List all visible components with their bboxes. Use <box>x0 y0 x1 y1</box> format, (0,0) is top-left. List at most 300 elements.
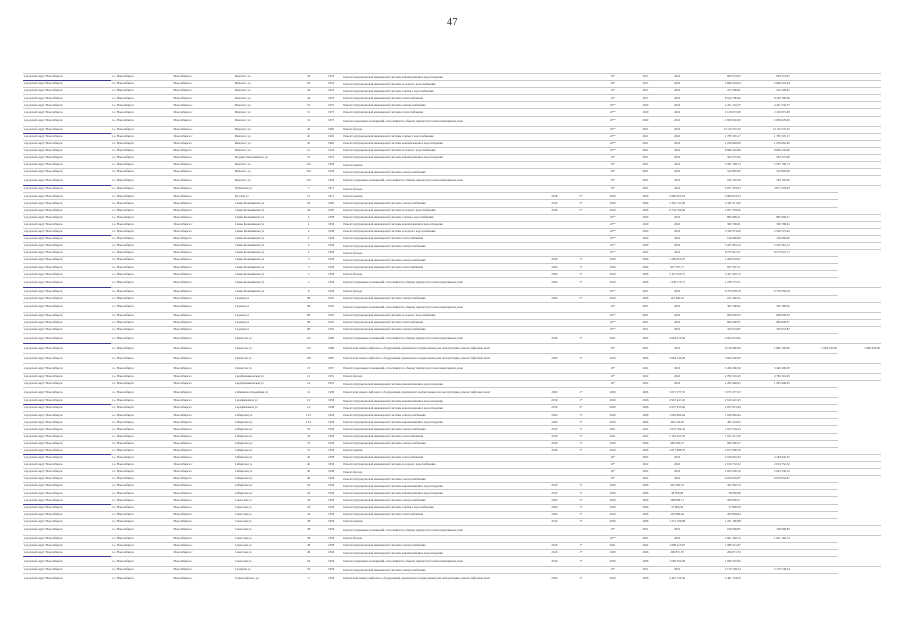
cell-cost-stage-1: 2 637 613,40 <box>692 405 741 412</box>
cell-house-number: 45 <box>297 140 320 147</box>
cell-city: Новосибирск г <box>172 257 233 264</box>
cell-municipality: городской округ Новосибирск <box>23 419 111 426</box>
cell-cost-stage-3 <box>791 193 838 200</box>
cell-cost-stage-2 <box>742 511 791 518</box>
cell-cost-total: 422 382,74 <box>662 483 693 490</box>
cell-work-type: Ремонт внутридомовой инженерной системы теплоснабжения <box>342 433 543 440</box>
cell-cost-stage-2: 2 581 706,73 <box>742 162 791 169</box>
cell-priority <box>566 176 597 186</box>
cell-plan-year <box>543 126 566 133</box>
cell-city: Новосибирск г <box>172 154 233 161</box>
cell-built-year: 1980 <box>320 333 343 343</box>
cell-start-year: 10** <box>596 140 629 147</box>
cell-district: г.о. Новосибирск <box>111 567 172 574</box>
cell-work-type: Ремонт внутридомовой инженерной системы электроснабжения <box>342 542 543 549</box>
cell-district: г.о. Новосибирск <box>111 200 172 207</box>
cell-work-type: Ремонт или замена лифтового оборудования, признанного непригодным для эксплуатации, ремонт лифтовых шахт <box>342 343 543 353</box>
cell-district: г.о. Новосибирск <box>111 264 172 271</box>
cell-work-type: Ремонт внутридомовой инженерной системы холодного водоснабжения <box>342 207 543 214</box>
cell-street: Советская ул <box>234 497 297 504</box>
cell-end-year: 2022 <box>629 381 662 388</box>
cell-plan-year <box>543 476 566 483</box>
table-row <box>23 264 881 271</box>
cell-municipality: городской округ Новосибирск <box>23 549 111 556</box>
cell-plan-year <box>543 302 566 312</box>
cell-built-year: 1987 <box>320 353 343 363</box>
cell-end-year: 2020 <box>629 109 662 116</box>
cell-city: Новосибирск г <box>172 504 233 511</box>
cell-street: Саввы Кожевникова ул <box>234 200 297 207</box>
cell-house-number: 40 <box>297 469 320 476</box>
cell-house-number: 37 <box>297 447 320 454</box>
cell-plan-year <box>543 95 566 102</box>
cell-city: Новосибирск г <box>172 518 233 525</box>
cell-house-number: 13/1 <box>297 419 320 426</box>
cell-cost-total: 1 191 021,50 <box>662 433 693 440</box>
cell-work-type: Ремонт внутридомовой инженерной системы канализования и водоотведения <box>342 140 543 147</box>
cell-built-year: 1958 <box>320 257 343 264</box>
cell-house-number: 26 <box>297 81 320 88</box>
cell-house-number: 4 <box>297 228 320 235</box>
cell-cost-stage-4 <box>838 147 881 154</box>
table-row <box>23 483 881 490</box>
cell-cost-stage-3 <box>791 557 838 567</box>
cell-built-year: 1958 <box>320 278 343 288</box>
cell-cost-total: 1 299 652,97 <box>662 257 693 264</box>
cell-cost-stage-1: 37 800,56 <box>692 504 741 511</box>
cell-street: Садовая ул <box>234 326 297 333</box>
cell-street: Саввы Кожевникова ул <box>234 271 297 278</box>
cell-house-number: 51 <box>297 147 320 154</box>
cell-built-year: 1958 <box>320 511 343 518</box>
cell-district: г.о. Новосибирск <box>111 433 172 440</box>
cell-cost-stage-2 <box>742 193 791 200</box>
cell-house-number: 13 <box>297 363 320 373</box>
table-row <box>23 497 881 504</box>
cell-plan-year <box>543 154 566 161</box>
cell-house-number: 42 <box>297 490 320 497</box>
cell-work-type: Ремонт подвальных помещений, относящихся к общему имуществу в многоквартирном доме <box>342 116 543 126</box>
table-row <box>23 426 881 433</box>
cell-plan-year: 2019 <box>543 257 566 264</box>
cell-built-year: 1958 <box>320 476 343 483</box>
cell-cost-total: 2022 <box>662 147 693 154</box>
table-row <box>23 207 881 214</box>
cell-cost-stage-4 <box>838 242 881 249</box>
cell-district: г.о. Новосибирск <box>111 440 172 447</box>
cell-start-year: 10** <box>596 242 629 249</box>
cell-priority <box>566 288 597 295</box>
cell-street: Саввы Кожевникова ул <box>234 235 297 242</box>
cell-built-year: 1958 <box>320 497 343 504</box>
cell-end-year: 2021 <box>629 525 662 535</box>
cell-end-year: 2026 <box>629 440 662 447</box>
cell-street: Сибирская ул <box>234 469 297 476</box>
cell-cost-total: 6 734 794,00 <box>662 207 693 214</box>
table-row <box>23 343 881 353</box>
cell-cost-stage-1: 1 089 215,67 <box>692 542 741 549</box>
table-row <box>23 461 881 468</box>
table-row <box>23 557 881 567</box>
cell-cost-stage-3 <box>791 483 838 490</box>
cell-house-number: 34 <box>297 504 320 511</box>
cell-cost-stage-2: 252 590,81 <box>742 88 791 95</box>
cell-plan-year: 2020 <box>543 574 566 584</box>
cell-work-type: Ремонт внутридомовой инженерной системы электроснабжения <box>342 257 543 264</box>
cell-cost-stage-1: 191 400,25 <box>692 295 741 302</box>
cell-municipality: городской округ Новосибирск <box>23 288 111 295</box>
cell-cost-stage-1: 608 658,35 <box>692 312 741 319</box>
cell-house-number: 34 <box>297 497 320 504</box>
cell-house-number: 26 <box>297 88 320 95</box>
table-row <box>23 381 881 388</box>
cell-end-year: 2021 <box>629 154 662 161</box>
cell-end-year: 2021 <box>629 140 662 147</box>
cell-municipality: городской округ Новосибирск <box>23 200 111 207</box>
cell-start-year: 10** <box>596 235 629 242</box>
cell-cost-stage-1: 4 871 479,03 <box>692 186 741 193</box>
cell-plan-year <box>543 88 566 95</box>
cell-cost-stage-2 <box>742 504 791 511</box>
table-row <box>23 169 881 176</box>
cell-cost-stage-1: 2 184 945,35 <box>692 454 741 461</box>
cell-city: Новосибирск г <box>172 109 233 116</box>
cell-priority <box>566 381 597 388</box>
cell-end-year: 2020 <box>629 214 662 221</box>
cell-cost-stage-4 <box>838 88 881 95</box>
cell-district: г.о. Новосибирск <box>111 542 172 549</box>
cell-cost-stage-2: 1 896 100,00 <box>742 343 791 353</box>
cell-district: г.о. Новосибирск <box>111 419 172 426</box>
cell-cost-stage-3 <box>791 271 838 278</box>
cell-municipality: городской округ Новосибирск <box>23 312 111 319</box>
cell-work-type: Ремонт фасада <box>342 535 543 542</box>
table-row <box>23 419 881 426</box>
cell-start-year: 2020 <box>596 271 629 278</box>
cell-city: Новосибирск г <box>172 373 233 380</box>
cell-end-year: 2020 <box>629 228 662 235</box>
cell-priority: 1* <box>566 490 597 497</box>
cell-street: Связистов ул <box>234 333 297 343</box>
cell-cost-stage-3 <box>791 228 838 235</box>
cell-district: г.о. Новосибирск <box>111 483 172 490</box>
cell-municipality: городской округ Новосибирск <box>23 373 111 380</box>
cell-cost-stage-3 <box>791 88 838 95</box>
cell-cost-total: 2022 <box>662 176 693 186</box>
table-row <box>23 518 881 525</box>
cell-work-type: Ремонт внутридомовой инженерной системы канализования и водоотведения <box>342 405 543 412</box>
cell-district: г.о. Новосибирск <box>111 447 172 454</box>
cell-district: г.о. Новосибирск <box>111 490 172 497</box>
cell-cost-stage-1: 252 590,81 <box>692 88 741 95</box>
table-row <box>23 433 881 440</box>
cell-cost-stage-1: 694 553,05 <box>692 74 741 81</box>
cell-work-type: Ремонт внутридомовой инженерной системы теплоснабжения <box>342 109 543 116</box>
cell-house-number: 45 <box>297 126 320 133</box>
cell-start-year: 10* <box>596 169 629 176</box>
cell-street: Советская ул <box>234 549 297 556</box>
cell-district: г.о. Новосибирск <box>111 186 172 193</box>
cell-cost-stage-3 <box>791 302 838 312</box>
cell-city: Новосибирск г <box>172 302 233 312</box>
cell-plan-year <box>543 109 566 116</box>
cell-city: Новосибирск г <box>172 242 233 249</box>
cell-cost-stage-4 <box>838 454 881 461</box>
cell-plan-year: 2020 <box>543 511 566 518</box>
cell-cost-stage-1: 885 999,21 <box>692 214 741 221</box>
cell-cost-stage-3 <box>791 381 838 388</box>
cell-street: Садовая ул <box>234 295 297 302</box>
table-row <box>23 454 881 461</box>
cell-street: Рубиновая ул <box>234 186 297 193</box>
cell-cost-stage-1: 9 750 658,18 <box>692 288 741 295</box>
cell-priority: 1* <box>566 557 597 567</box>
cell-cost-stage-1: 4 782 316,29 <box>692 373 741 380</box>
cell-municipality: городской округ Новосибирск <box>23 518 111 525</box>
cell-cost-total: 37 800,56 <box>662 504 693 511</box>
cell-cost-stage-2 <box>742 574 791 584</box>
cell-street: Римского ул <box>234 169 297 176</box>
cell-district: г.о. Новосибирск <box>111 242 172 249</box>
cell-built-year: 1958 <box>320 412 343 419</box>
cell-district: г.о. Новосибирск <box>111 549 172 556</box>
cell-priority: 1* <box>566 419 597 426</box>
cell-end-year: 2021 <box>629 302 662 312</box>
cell-municipality: городской округ Новосибирск <box>23 169 111 176</box>
cell-cost-stage-3 <box>791 440 838 447</box>
cell-priority: 1* <box>566 412 597 419</box>
table-row <box>23 333 881 343</box>
cell-end-year: 2026 <box>629 490 662 497</box>
cell-cost-stage-3 <box>791 312 838 319</box>
cell-street: Сибирская ул <box>234 483 297 490</box>
cell-street: Саввы Кожевникова ул <box>234 288 297 295</box>
cell-priority: 1* <box>566 426 597 433</box>
table-row <box>23 228 881 235</box>
cell-municipality: городской округ Новосибирск <box>23 440 111 447</box>
cell-plan-year <box>543 235 566 242</box>
cell-cost-stage-1: 3 664 520,00 <box>692 353 741 363</box>
cell-cost-stage-2 <box>742 257 791 264</box>
cell-end-year: 2021 <box>629 567 662 574</box>
cell-cost-stage-2 <box>742 353 791 363</box>
cell-built-year: 1955 <box>320 295 343 302</box>
cell-municipality: городской округ Новосибирск <box>23 388 111 398</box>
cell-cost-stage-4 <box>838 363 881 373</box>
cell-built-year: 1958 <box>320 542 343 549</box>
cell-cost-stage-3 <box>791 542 838 549</box>
cell-city: Новосибирск г <box>172 353 233 363</box>
cell-cost-stage-1: 1 785 505,17 <box>692 133 741 140</box>
cell-cost-stage-1: 1 191 021,50 <box>692 433 741 440</box>
cell-start-year: 10** <box>596 116 629 126</box>
table-row <box>23 147 881 154</box>
cell-priority <box>566 154 597 161</box>
cell-work-type: Ремонт подвальных помещений, относящихся к общему имуществу в многоквартирном доме <box>342 333 543 343</box>
cell-cost-stage-3 <box>791 81 838 88</box>
cell-cost-stage-3 <box>791 426 838 433</box>
cell-priority <box>566 95 597 102</box>
cell-built-year: 1958 <box>320 250 343 257</box>
cell-municipality: городской округ Новосибирск <box>23 490 111 497</box>
capital-repair-table <box>23 73 881 583</box>
cell-work-type: Ремонт внутридомовой инженерной системы электроснабжения <box>342 440 543 447</box>
cell-built-year: 1958 <box>320 433 343 440</box>
cell-cost-stage-2: 13 116 537,45 <box>742 126 791 133</box>
cell-start-year: 2021 <box>596 542 629 549</box>
cell-work-type: Ремонт крыши <box>342 162 543 169</box>
cell-municipality: городской округ Новосибирск <box>23 126 111 133</box>
cell-start-year: 2020 <box>596 200 629 207</box>
cell-priority <box>566 214 597 221</box>
cell-start-year: 10** <box>596 326 629 333</box>
cell-priority <box>566 221 597 228</box>
cell-end-year: 2026 <box>629 504 662 511</box>
cell-district: г.о. Новосибирск <box>111 81 172 88</box>
cell-built-year: 1958 <box>320 567 343 574</box>
cell-cost-stage-2: 305 160,92 <box>742 302 791 312</box>
cell-built-year: 1958 <box>320 169 343 176</box>
cell-start-year: 10* <box>596 176 629 186</box>
cell-work-type: Ремонт внутридомовой инженерной системы электроснабжения <box>342 412 543 419</box>
cell-built-year: 1958 <box>320 419 343 426</box>
table-row <box>23 326 881 333</box>
cell-district: г.о. Новосибирск <box>111 176 172 186</box>
cell-cost-stage-3 <box>791 419 838 426</box>
cell-cost-total: 2022 <box>662 140 693 147</box>
cell-cost-stage-2: 4 782 316,29 <box>742 373 791 380</box>
cell-end-year: 2021 <box>629 162 662 169</box>
cell-house-number: 12 <box>297 381 320 388</box>
cell-house-number: 5 <box>297 257 320 264</box>
cell-cost-stage-2: 2 669 222,04 <box>742 81 791 88</box>
cell-city: Новосибирск г <box>172 363 233 373</box>
cell-built-year: 1958 <box>320 504 343 511</box>
cell-city: Новосибирск г <box>172 126 233 133</box>
cell-district: г.о. Новосибирск <box>111 278 172 288</box>
cell-municipality: городской округ Новосибирск <box>23 433 111 440</box>
cell-municipality: городской округ Новосибирск <box>23 109 111 116</box>
cell-plan-year <box>543 74 566 81</box>
cell-district: г.о. Новосибирск <box>111 469 172 476</box>
cell-work-type: Ремонт внутридомовой инженерной системы теплоснабжения <box>342 454 543 461</box>
cell-start-year: 10** <box>596 102 629 109</box>
cell-cost-stage-1: 2 581 706,73 <box>692 162 741 169</box>
cell-house-number: 40 <box>297 461 320 468</box>
cell-cost-stage-1: 203 884,64 <box>692 511 741 518</box>
cell-street: Римского ул <box>234 74 297 81</box>
cell-work-type: Ремонт фасада <box>342 469 543 476</box>
cell-cost-total: 2022 <box>662 126 693 133</box>
cell-cost-stage-2: 4 871 479,03 <box>742 186 791 193</box>
cell-house-number: 31 <box>297 109 320 116</box>
cell-cost-stage-2: 8 275 941,71 <box>742 250 791 257</box>
cell-end-year: 2021 <box>629 176 662 186</box>
cell-house-number: 5 <box>297 271 320 278</box>
cell-house-number: 26 <box>297 95 320 102</box>
cell-priority <box>566 373 597 380</box>
cell-plan-year <box>543 81 566 88</box>
cell-house-number: 29 <box>297 200 320 207</box>
cell-street: Сибиряков-Гвардейцев ул <box>234 388 297 398</box>
cell-cost-stage-3 <box>791 295 838 302</box>
cell-municipality: городской округ Новосибирск <box>23 454 111 461</box>
cell-cost-total: 2022 <box>662 221 693 228</box>
cell-cost-stage-3 <box>791 333 838 343</box>
cell-work-type: Ремонт подвальных помещений, относящихся к общему имуществу в многоквартирном доме <box>342 557 543 567</box>
cell-end-year: 2026 <box>629 200 662 207</box>
cell-work-type: Ремонт фасада <box>342 373 543 380</box>
cell-city: Новосибирск г <box>172 264 233 271</box>
cell-city: Новосибирск г <box>172 88 233 95</box>
table-row <box>23 567 881 574</box>
cell-plan-year <box>543 381 566 388</box>
cell-priority: 2* <box>566 193 597 200</box>
cell-start-year: 10* <box>596 95 629 102</box>
cell-house-number: 25а <box>297 162 320 169</box>
cell-built-year: 1955 <box>320 302 343 312</box>
cell-cost-stage-4 <box>838 126 881 133</box>
cell-street: Сибирская ул <box>234 476 297 483</box>
cell-cost-total: 2022 <box>662 95 693 102</box>
cell-cost-stage-4 <box>838 169 881 176</box>
cell-district: г.о. Новосибирск <box>111 557 172 567</box>
cell-house-number: 40 <box>297 454 320 461</box>
cell-priority <box>566 147 597 154</box>
cell-start-year: 10** <box>596 319 629 326</box>
cell-municipality: городской округ Новосибирск <box>23 242 111 249</box>
cell-municipality: городской округ Новосибирск <box>23 525 111 535</box>
cell-cost-total: 2022 <box>662 228 693 235</box>
cell-cost-stage-4 <box>838 109 881 116</box>
cell-start-year: 2020 <box>596 511 629 518</box>
cell-district: г.о. Новосибирск <box>111 511 172 518</box>
table-row <box>23 535 881 542</box>
cell-cost-stage-4 <box>838 312 881 319</box>
cell-priority: 1* <box>566 447 597 454</box>
table-row <box>23 398 881 405</box>
cell-plan-year: 2019 <box>543 549 566 556</box>
cell-cost-stage-3 <box>791 319 838 326</box>
cell-cost-stage-1: 422 382,74 <box>692 483 741 490</box>
cell-district: г.о. Новосибирск <box>111 126 172 133</box>
cell-cost-stage-4: 1 884 250,00 <box>838 343 881 353</box>
cell-end-year: 2021 <box>629 147 662 154</box>
cell-cost-stage-2: 300 796,61 <box>742 221 791 228</box>
cell-cost-stage-1: 1 857 793,00 <box>692 207 741 214</box>
cell-municipality: городской округ Новосибирск <box>23 295 111 302</box>
cell-cost-stage-4 <box>838 133 881 140</box>
cell-cost-total: 2022 <box>662 319 693 326</box>
cell-municipality: городской округ Новосибирск <box>23 405 111 412</box>
cell-built-year: 1958 <box>320 461 343 468</box>
table-row <box>23 200 881 207</box>
cell-house-number: 115 <box>297 333 320 343</box>
cell-cost-stage-3 <box>791 490 838 497</box>
cell-plan-year: 2020 <box>543 264 566 271</box>
cell-built-year: 1958 <box>320 388 343 398</box>
cell-municipality: городской округ Новосибирск <box>23 343 111 353</box>
cell-cost-total: 191 400,25 <box>662 295 693 302</box>
cell-cost-total: 2 900 053,23 <box>662 193 693 200</box>
cell-district: г.о. Новосибирск <box>111 405 172 412</box>
cell-cost-total: 2022 <box>662 567 693 574</box>
table-row <box>23 88 881 95</box>
cell-start-year: 10** <box>596 312 629 319</box>
cell-municipality: городской округ Новосибирск <box>23 302 111 312</box>
cell-municipality: городской округ Новосибирск <box>23 476 111 483</box>
cell-plan-year <box>543 228 566 235</box>
